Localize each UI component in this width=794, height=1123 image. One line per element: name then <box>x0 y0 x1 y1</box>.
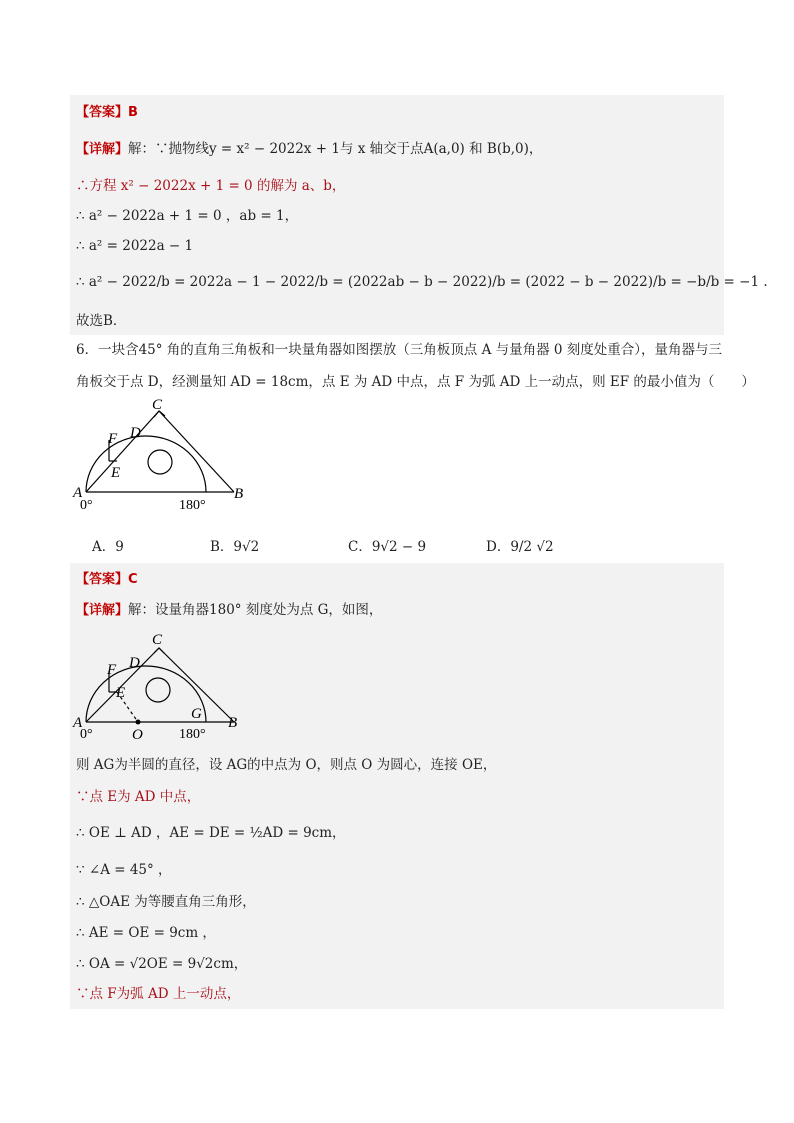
question-line-2: 角板交于点 D，经测量知 AD = 18cm，点 E 为 AD 中点，点 F 为弧 AD 上一动点，则 EF 的最小值为（ ） <box>76 374 755 390</box>
figure-2 <box>70 628 260 744</box>
label-f: F <box>108 431 118 447</box>
label-c: C <box>152 398 163 413</box>
detail-line-2: ∴方程 x² − 2022x + 1 = 0 的解为 a、b， <box>76 178 346 194</box>
detail2-line-1 <box>76 601 382 620</box>
label-d: D <box>129 655 140 671</box>
detail2-line-5: ∵ ∠A = 45° ， <box>76 862 172 878</box>
detail-line-1 <box>76 140 542 159</box>
label-c: C <box>152 632 163 648</box>
label-180-deg: 180° <box>179 498 206 513</box>
answer-tag: 【答案】 <box>76 572 129 587</box>
answer-value: C <box>128 572 138 587</box>
detail-text: 解：∵抛物线y = x² − 2022x + 1与 x 轴交于点A(a,0) 和 B(b,0)， <box>128 141 543 157</box>
detail2-line-9: ∵点 F为弧 AD 上一动点， <box>76 986 241 1002</box>
answer-line <box>76 103 138 122</box>
question-line-1: 6．一块含45° 角的直角三角板和一块量角器如图摆放（三角板顶点 A 与量角器 0 刻度处重合），量角器与三 <box>76 342 723 358</box>
label-180-deg: 180° <box>179 727 206 742</box>
label-0-deg: 0° <box>80 498 93 513</box>
detail2-line-7: ∴ AE = OE = 9cm ， <box>76 925 216 941</box>
label-o: O <box>132 727 143 743</box>
detail2-line-3: ∵点 E为 AD 中点， <box>76 789 201 805</box>
option-a: A．9 <box>92 539 124 555</box>
detail2-line-2: 则 AG为半圆的直径，设 AG的中点为 O，则点 O 为圆心，连接 OE， <box>76 757 497 773</box>
option-b: B．9√2 <box>210 539 260 555</box>
figure-1 <box>70 398 260 514</box>
detail-tag: 【详解】 <box>76 603 129 618</box>
detail-line-4: ∴ a² = 2022a − 1 <box>76 238 194 254</box>
label-b: B <box>234 486 244 502</box>
detail2-line-4: ∴ OE ⊥ AD ，AE = DE = ½AD = 9cm， <box>76 825 346 841</box>
label-a: A <box>73 715 83 731</box>
answer-tag: 【答案】 <box>76 105 129 120</box>
detail2-line-6: ∴ △OAE 为等腰直角三角形， <box>76 894 256 910</box>
detail-line-5: ∴ a² − 2022/b = 2022a − 1 − 2022/b = (2022ab − b − 2022)/b = (2022 − b − 2022)/b = −b/b = −1 . <box>76 274 768 290</box>
answer-line-2 <box>76 570 138 589</box>
label-d: D <box>130 425 141 441</box>
detail2-line-8: ∴ OA = √2OE = 9√2cm， <box>76 956 248 972</box>
option-c: C．9√2 − 9 <box>348 539 427 555</box>
label-e: E <box>111 465 121 481</box>
label-b: B <box>228 715 238 731</box>
detail-tag: 【详解】 <box>76 142 129 157</box>
detail-line-6: 故选B． <box>76 313 127 329</box>
option-d: D．9/2 √2 <box>486 539 554 555</box>
answer-value: B <box>128 105 138 120</box>
detail-line-3: ∴ a² − 2022a + 1 = 0 ，ab = 1， <box>76 208 299 224</box>
detail-text: 解：设量角器180° 刻度处为点 G，如图， <box>128 602 383 618</box>
label-a: A <box>73 485 83 501</box>
label-0-deg: 0° <box>80 727 93 742</box>
label-f: F <box>107 662 117 678</box>
label-e: E <box>116 685 126 701</box>
label-g: G <box>191 706 202 722</box>
